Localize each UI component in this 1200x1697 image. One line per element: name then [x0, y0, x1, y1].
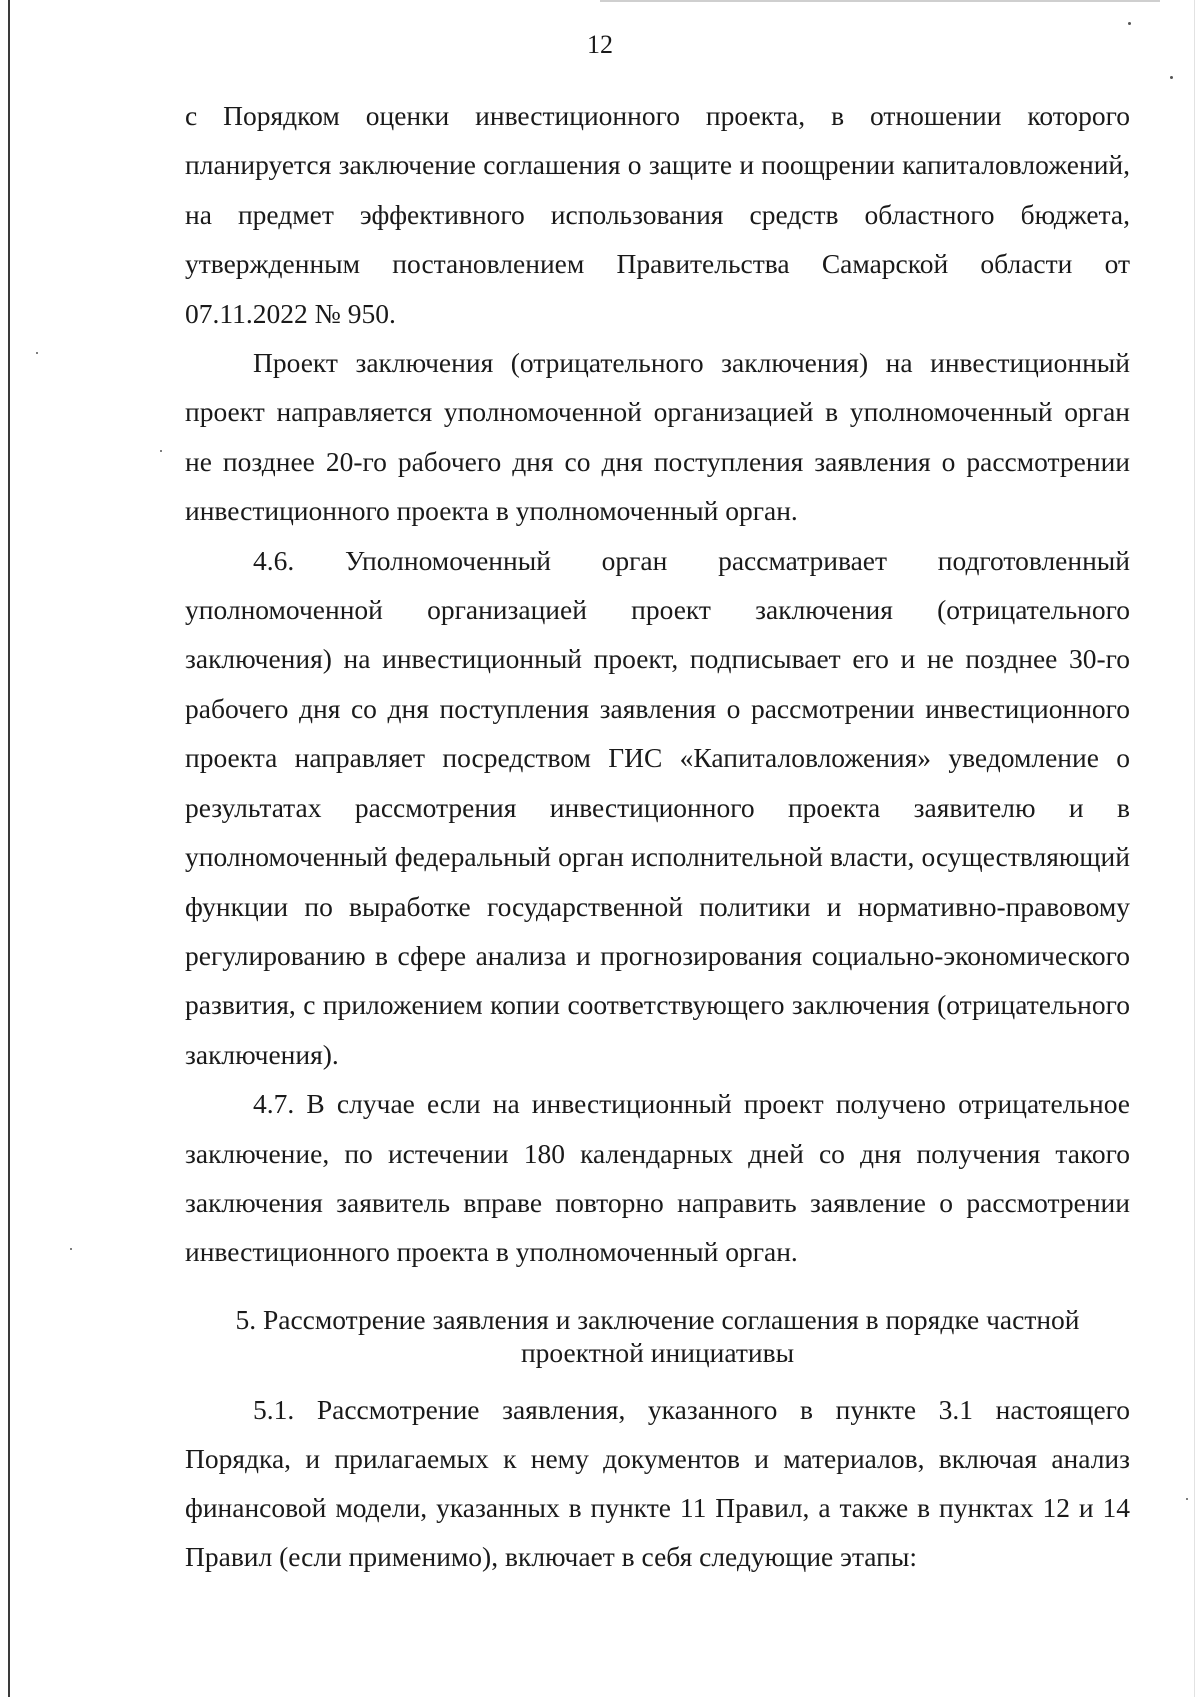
section-heading-line-1: 5. Рассмотрение заявления и заключение соглашения в порядке частной: [235, 1304, 1080, 1335]
paragraph: с Порядком оценки инвестиционного проекта, в отношении которого планируется заключение соглашения о защите и поощрении капиталовложений, на предмет эффективного использования средств областного бюджета, утвержденным постановлением Правительства Самарской области от 07.11.2022 № 950.: [185, 100, 1130, 329]
paragraph-4-7: 4.7. В случае если на инвестиционный проект получено отрицательное заключение, по истечении 180 календарных дней со дня получения такого заключения заявитель вправе повторно направить заявление о рассмотрении инвестиционного проекта в уполномоченный орган.: [185, 1088, 1130, 1268]
page-number: 12: [587, 30, 613, 59]
scan-right-edge: [1194, 0, 1195, 1697]
scan-speck: [70, 1248, 72, 1250]
section-heading-line-2: проектной инициативы: [520, 1337, 795, 1368]
paragraph-4-6: 4.6. Уполномоченный орган рассматривает подготовленный уполномоченной организацией проект заключения (отрицательного заключения) на инвестиционный проект, подписывает его и не позднее 30-го рабочего дня со дня поступления заявления о рассмотрении инвестиционного проекта направляет посредством ГИС «Капиталовложения» уведомление о результатах рассмотрения инвестиционного проекта заявителю и в уполномоченный федеральный орган исполнительной власти, осуществляющий функции по выработке государственной политики и нормативно-правовому регулированию в сфере анализа и прогнозирования социально-экономического развития, с приложением копии соответствующего заключения (отрицательного заключения).: [185, 544, 1130, 1070]
scan-speck: [1186, 1498, 1188, 1500]
scan-top-rule: [600, 0, 1160, 2]
paragraph-5-1: 5.1. Рассмотрение заявления, указанного в пункте 3.1 настоящего Порядка, и прилагаемых к нему документов и материалов, включая анализ финансовой модели, указанных в пункте 11 Правил, а также в пунктах 12 и 14 Правил (если применимо), включает в себя следующие этапы:: [185, 1394, 1130, 1572]
section-body-text: [185, 1385, 1130, 1581]
paragraph: Проект заключения (отрицательного заключения) на инвестиционный проект направляется уполномоченной организацией в уполномоченный орган не позднее 20-го рабочего дня со дня поступления заявления о рассмотрении инвестиционного проекта в уполномоченный орган.: [185, 347, 1130, 527]
scan-speck: [160, 450, 162, 452]
scan-speck: [1170, 76, 1173, 79]
scan-speck: [1128, 22, 1131, 25]
scan-left-edge: [8, 0, 10, 1697]
body-text: [185, 91, 1130, 1277]
scan-speck: [36, 352, 38, 354]
section-heading: [185, 1303, 1130, 1369]
